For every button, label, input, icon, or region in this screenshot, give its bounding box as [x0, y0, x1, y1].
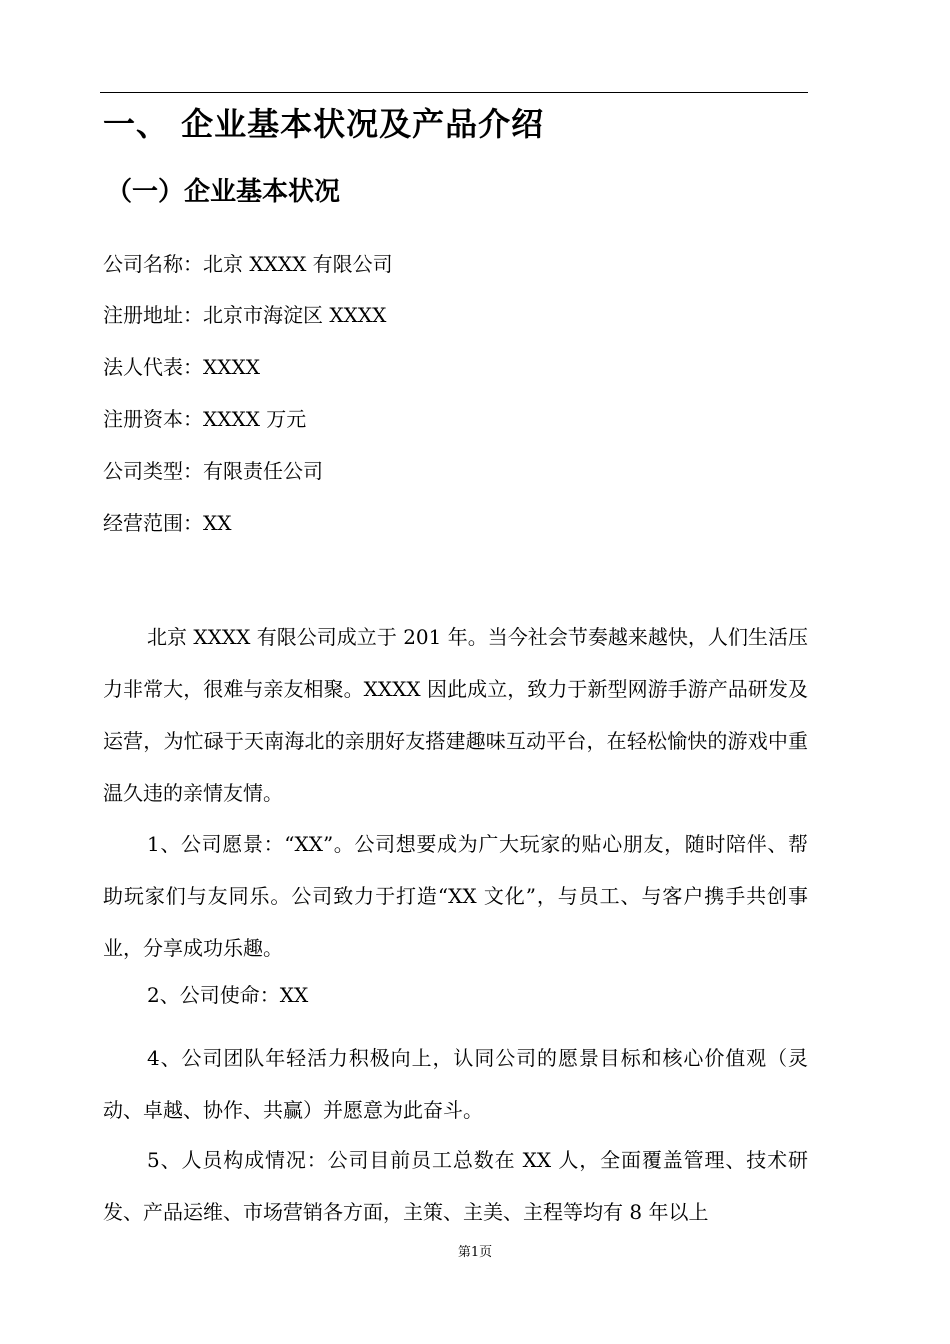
info-legal-representative: 法人代表：XXXX: [103, 355, 260, 379]
page-number: 第1页: [457, 1245, 493, 1260]
section-heading: 一、 企业基本状况及产品介绍: [103, 105, 545, 143]
info-company-type: 公司类型：有限责任公司: [103, 459, 323, 483]
header-rule: [100, 92, 808, 93]
mission-paragraph: 2、公司使命：XX: [147, 983, 309, 1007]
info-registered-capital: 注册资本：XXXX 万元: [103, 407, 307, 431]
info-business-scope: 经营范围：XX: [103, 511, 232, 535]
info-registered-address: 注册地址：北京市海淀区 XXXX: [103, 303, 387, 327]
team-paragraph: 4、公司团队年轻活力积极向上，认同公司的愿景目标和核心价值观（灵动、卓越、协作、共赢）并愿意为此奋斗。: [103, 1046, 808, 1122]
intro-paragraph: 北京 XXXX 有限公司成立于 201 年。当今社会节奏越来越快，人们生活压力非常大，很难与亲友相聚。XXXX 因此成立，致力于新型网游手游产品研发及运营，为忙碌于天南海北的亲朋好友搭建趣味互动平台，在轻松愉快的游戏中重温久违的亲情友情。: [103, 625, 808, 805]
vision-paragraph: 1、公司愿景：“XX”。公司想要成为广大玩家的贴心朋友，随时陪伴、帮助玩家们与友同乐。公司致力于打造“XX 文化”，与员工、与客户携手共创事业，分享成功乐趣。: [103, 832, 808, 960]
staff-paragraph: 5、人员构成情况：公司目前员工总数在 XX 人，全面覆盖管理、技术研发、产品运维、市场营销各方面，主策、主美、主程等均有 8 年以上: [103, 1148, 808, 1224]
info-company-name: 公司名称：北京 XXXX 有限公司: [103, 252, 393, 276]
subsection-heading: （一）企业基本状况: [106, 177, 341, 207]
